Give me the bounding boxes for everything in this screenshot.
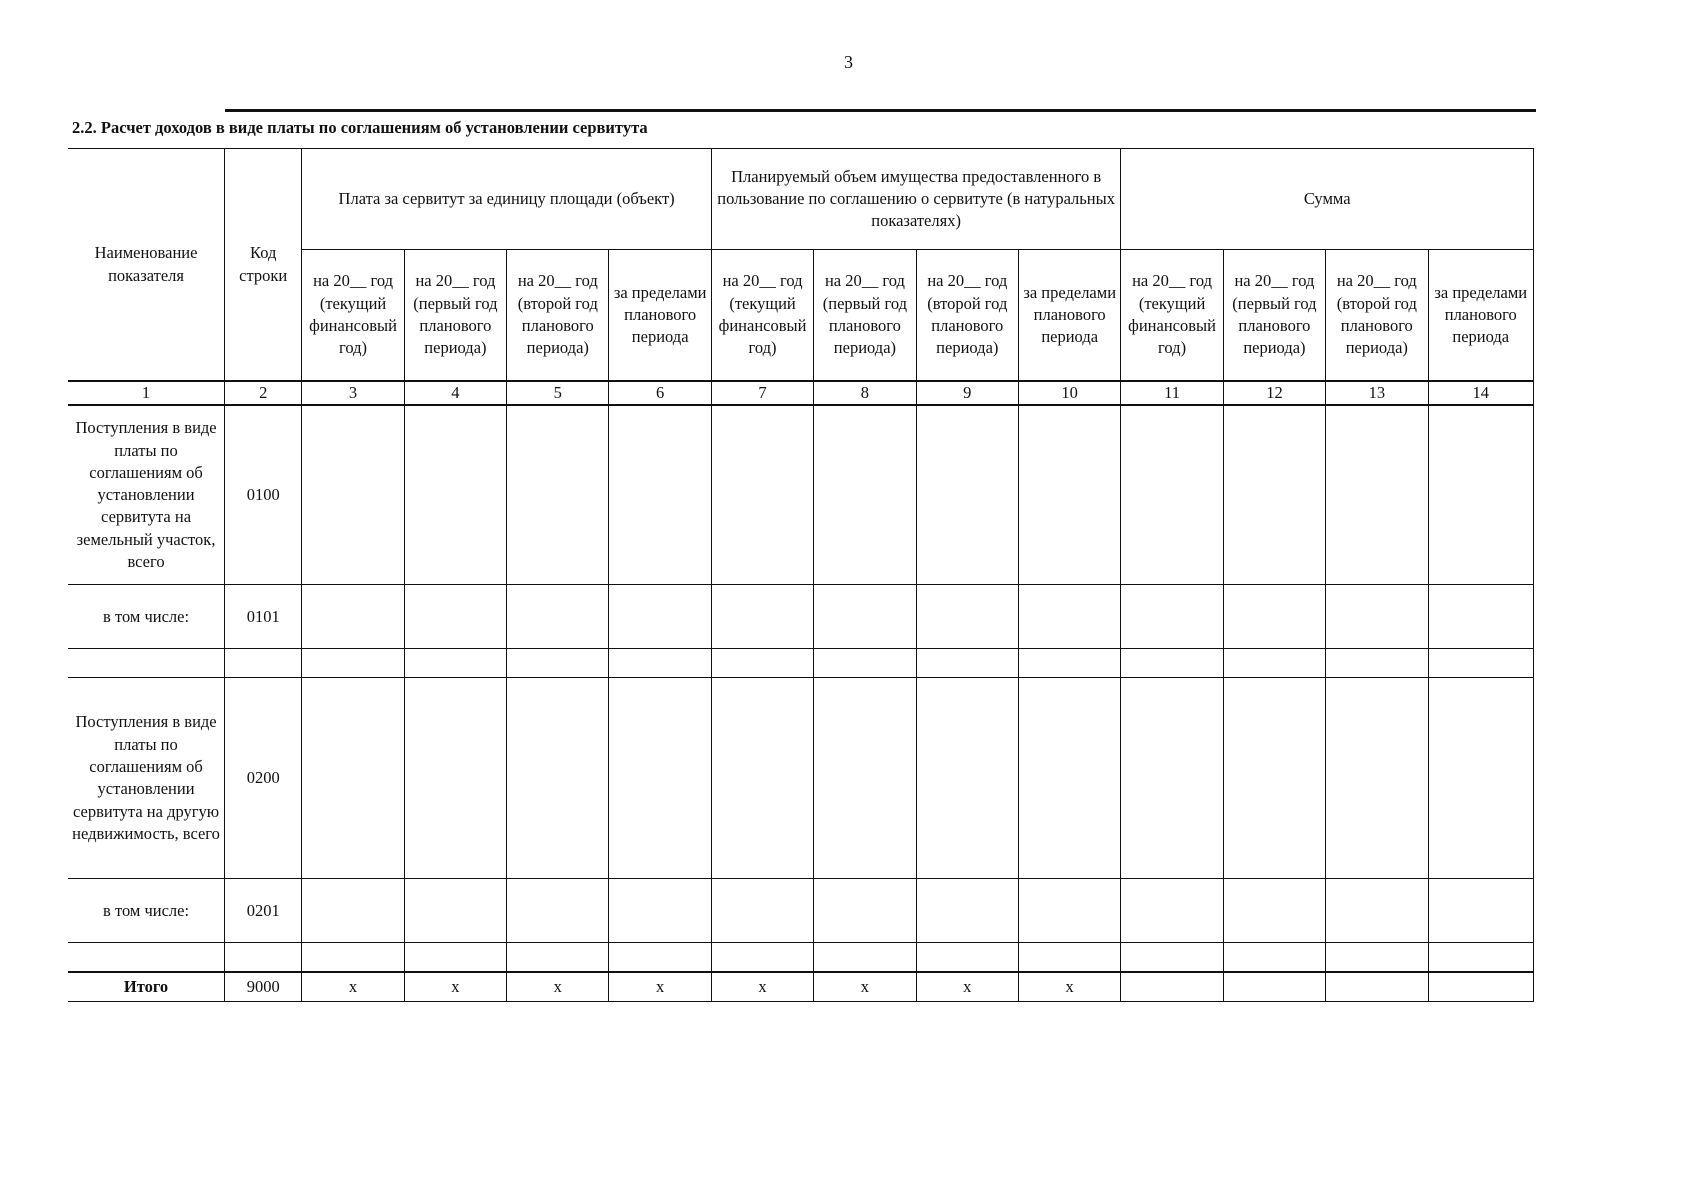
data-cell[interactable] — [1428, 585, 1534, 649]
header-period-current: на 20__ год (текущий финансовый год) — [302, 250, 404, 382]
column-number: 2 — [225, 381, 302, 405]
data-cell[interactable] — [1223, 879, 1325, 943]
header-period-current: на 20__ год (текущий финансовый год) — [1121, 250, 1223, 382]
total-mark: x — [302, 972, 404, 1002]
column-number: 3 — [302, 381, 404, 405]
data-cell[interactable] — [302, 943, 404, 973]
data-cell[interactable] — [507, 649, 609, 678]
total-mark: x — [404, 972, 506, 1002]
data-cell[interactable] — [404, 678, 506, 879]
header-name: Наименование показателя — [68, 149, 225, 382]
table-row-land — [68, 405, 1534, 585]
header-group-volume: Планируемый объем имущества предоставленного в пользование по соглашению о сервитуте (в натуральных показателях) — [711, 149, 1121, 250]
row-code — [225, 649, 302, 678]
data-cell[interactable] — [1428, 405, 1534, 585]
row-code: 0100 — [225, 405, 302, 585]
column-number: 12 — [1223, 381, 1325, 405]
data-cell[interactable] — [916, 943, 1018, 973]
column-number: 13 — [1326, 381, 1428, 405]
table-row-land-including — [68, 585, 1534, 649]
data-cell[interactable] — [1428, 649, 1534, 678]
data-cell[interactable] — [711, 649, 813, 678]
page-number: 3 — [844, 52, 853, 72]
data-cell[interactable] — [1121, 405, 1223, 585]
table-row-other-including — [68, 879, 1534, 943]
data-cell[interactable] — [1223, 585, 1325, 649]
data-cell[interactable] — [1223, 972, 1325, 1002]
data-cell[interactable] — [814, 678, 916, 879]
total-mark: x — [814, 972, 916, 1002]
column-numbers-row — [68, 381, 1534, 405]
data-cell[interactable] — [1223, 649, 1325, 678]
header-period-second: на 20__ год (второй год планового периода) — [916, 250, 1018, 382]
total-label: Итого — [68, 972, 225, 1002]
column-number: 6 — [609, 381, 711, 405]
total-mark: x — [609, 972, 711, 1002]
data-cell[interactable] — [1223, 405, 1325, 585]
data-cell[interactable] — [1428, 943, 1534, 973]
income-calculation-table — [68, 148, 1534, 1002]
header-period-beyond: за пределами планового периода — [1018, 250, 1120, 382]
data-cell[interactable] — [1018, 943, 1120, 973]
row-code: 0200 — [225, 678, 302, 879]
data-cell[interactable] — [507, 879, 609, 943]
data-cell[interactable] — [609, 405, 711, 585]
section-title: 2.2. Расчет доходов в виде платы по соглашениям об установлении сервитута — [72, 118, 648, 137]
data-cell[interactable] — [1326, 943, 1428, 973]
row-name — [68, 649, 225, 678]
row-name: в том числе: — [68, 585, 225, 649]
total-mark: x — [711, 972, 813, 1002]
data-cell[interactable] — [1018, 678, 1120, 879]
header-period-second: на 20__ год (второй год планового периода) — [1326, 250, 1428, 382]
row-code: 0201 — [225, 879, 302, 943]
data-cell[interactable] — [916, 405, 1018, 585]
total-mark: x — [916, 972, 1018, 1002]
data-cell[interactable] — [609, 585, 711, 649]
data-cell[interactable] — [404, 943, 506, 973]
data-cell[interactable] — [609, 649, 711, 678]
data-cell[interactable] — [916, 678, 1018, 879]
column-number: 14 — [1428, 381, 1534, 405]
data-cell[interactable] — [1326, 678, 1428, 879]
table-row-blank — [68, 943, 1534, 973]
data-cell[interactable] — [1326, 649, 1428, 678]
table-row-other-property — [68, 678, 1534, 879]
data-cell[interactable] — [711, 879, 813, 943]
column-number: 10 — [1018, 381, 1120, 405]
data-cell[interactable] — [404, 405, 506, 585]
table-row-blank — [68, 649, 1534, 678]
header-group-fee: Плата за сервитут за единицу площади (объект) — [302, 149, 712, 250]
data-cell[interactable] — [507, 585, 609, 649]
row-name: в том числе: — [68, 879, 225, 943]
data-cell[interactable] — [609, 943, 711, 973]
header-period-current: на 20__ год (текущий финансовый год) — [711, 250, 813, 382]
data-cell[interactable] — [1428, 972, 1534, 1002]
data-cell[interactable] — [609, 678, 711, 879]
header-period-beyond: за пределами планового периода — [609, 250, 711, 382]
column-number: 4 — [404, 381, 506, 405]
data-cell[interactable] — [814, 879, 916, 943]
data-cell[interactable] — [916, 649, 1018, 678]
data-cell[interactable] — [1121, 972, 1223, 1002]
data-cell[interactable] — [1326, 972, 1428, 1002]
data-cell[interactable] — [302, 585, 404, 649]
column-number: 5 — [507, 381, 609, 405]
header-period-beyond: за пределами планового периода — [1428, 250, 1534, 382]
header-group-sum: Сумма — [1121, 149, 1534, 250]
total-mark: x — [507, 972, 609, 1002]
column-number: 8 — [814, 381, 916, 405]
data-cell[interactable] — [711, 678, 813, 879]
total-mark: x — [1018, 972, 1120, 1002]
data-cell[interactable] — [302, 879, 404, 943]
row-name: Поступления в виде платы по соглашениям об установлении сервитута на земельный участок, всего — [68, 405, 225, 585]
data-cell[interactable] — [404, 649, 506, 678]
data-cell[interactable] — [1018, 585, 1120, 649]
row-code: 0101 — [225, 585, 302, 649]
data-cell[interactable] — [916, 585, 1018, 649]
data-cell[interactable] — [711, 943, 813, 973]
row-name — [68, 943, 225, 973]
data-cell[interactable] — [609, 879, 711, 943]
data-cell[interactable] — [1326, 405, 1428, 585]
data-cell[interactable] — [507, 943, 609, 973]
data-cell[interactable] — [404, 879, 506, 943]
data-cell[interactable] — [1121, 879, 1223, 943]
data-cell[interactable] — [814, 649, 916, 678]
data-cell[interactable] — [1326, 585, 1428, 649]
data-cell[interactable] — [302, 649, 404, 678]
data-cell[interactable] — [1428, 678, 1534, 879]
data-cell[interactable] — [302, 405, 404, 585]
data-cell[interactable] — [507, 678, 609, 879]
data-cell[interactable] — [711, 405, 813, 585]
data-cell[interactable] — [1428, 879, 1534, 943]
header-period-second: на 20__ год (второй год планового периода) — [507, 250, 609, 382]
header-code: Код строки — [225, 149, 302, 382]
column-number: 1 — [68, 381, 225, 405]
data-cell[interactable] — [1018, 649, 1120, 678]
column-number: 9 — [916, 381, 1018, 405]
table-row-total — [68, 972, 1534, 1002]
header-period-first: на 20__ год (первый год планового периода) — [1223, 250, 1325, 382]
top-rule — [225, 109, 1536, 112]
data-cell[interactable] — [1223, 943, 1325, 973]
data-cell[interactable] — [916, 879, 1018, 943]
data-cell[interactable] — [1223, 678, 1325, 879]
data-cell[interactable] — [507, 405, 609, 585]
data-cell[interactable] — [814, 585, 916, 649]
column-number: 11 — [1121, 381, 1223, 405]
data-cell[interactable] — [1326, 879, 1428, 943]
data-cell[interactable] — [302, 678, 404, 879]
data-cell[interactable] — [1018, 879, 1120, 943]
row-name: Поступления в виде платы по соглашениям об установлении сервитута на другую недвижимость, всего — [68, 678, 225, 879]
data-cell[interactable] — [404, 585, 506, 649]
column-number: 7 — [711, 381, 813, 405]
header-period-first: на 20__ год (первый год планового периода) — [404, 250, 506, 382]
data-cell[interactable] — [1121, 943, 1223, 973]
data-cell[interactable] — [1121, 649, 1223, 678]
data-cell[interactable] — [1121, 678, 1223, 879]
header-period-first: на 20__ год (первый год планового периода) — [814, 250, 916, 382]
total-code: 9000 — [225, 972, 302, 1002]
data-cell[interactable] — [814, 943, 916, 973]
data-cell[interactable] — [1121, 585, 1223, 649]
row-code — [225, 943, 302, 973]
data-cell[interactable] — [1018, 405, 1120, 585]
data-cell[interactable] — [711, 585, 813, 649]
data-cell[interactable] — [814, 405, 916, 585]
